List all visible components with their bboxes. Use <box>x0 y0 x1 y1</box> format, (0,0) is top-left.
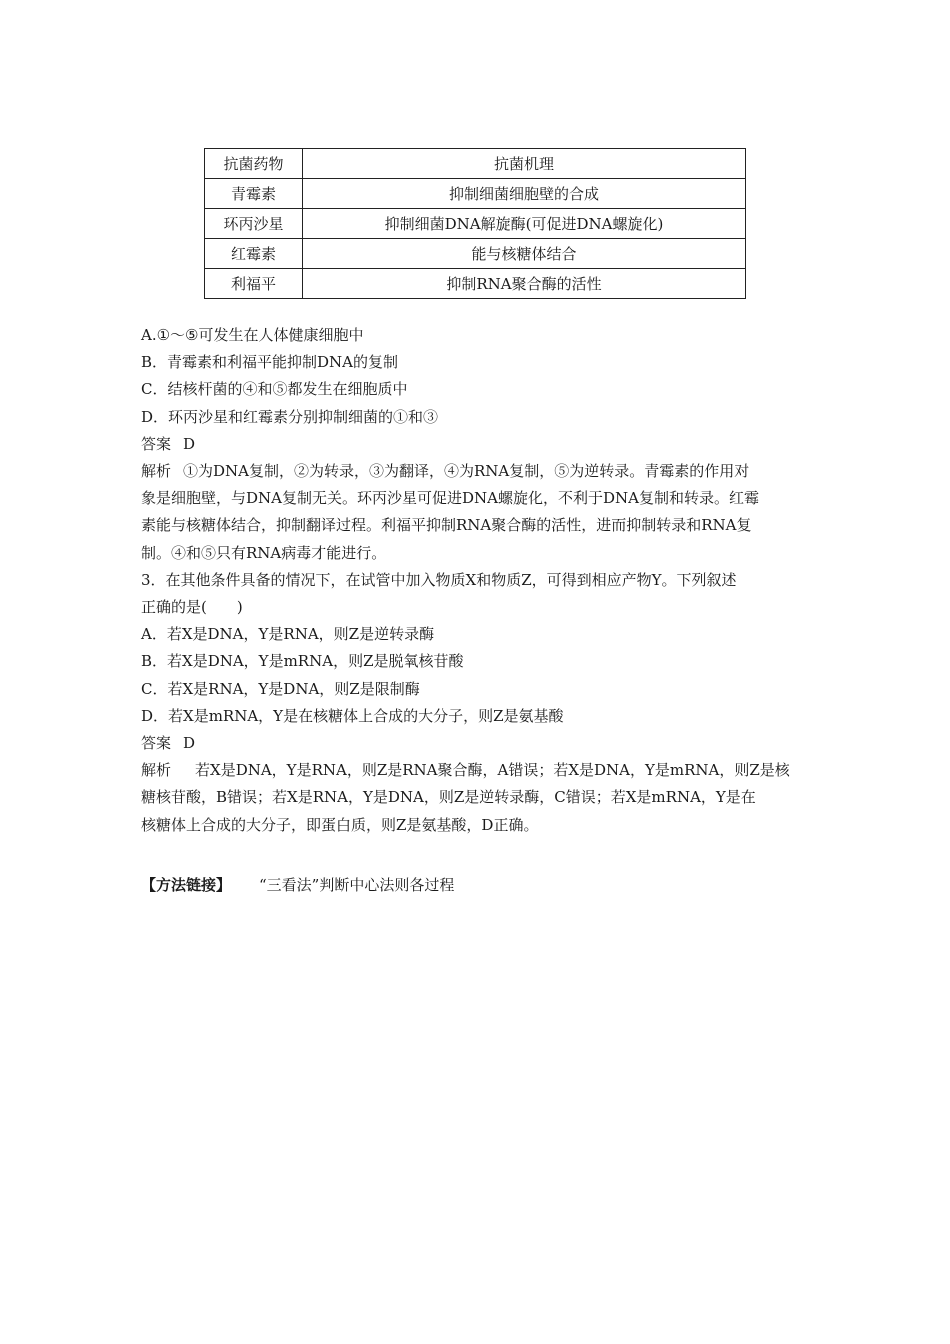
table-header-cell: 抗菌机理 <box>303 149 746 179</box>
answer-line <box>141 431 811 458</box>
table-row <box>205 269 746 299</box>
option-line: B．青霉素和利福平能抑制DNA的复制 <box>141 353 399 372</box>
analysis-line: 象是细胞壁，与DNA复制无关。环丙沙星可促进DNA螺旋化，不利于DNA复制和转录。红霉 <box>141 489 759 508</box>
antibiotic-table <box>204 148 746 299</box>
analysis-text: 若X是DNA，Y是RNA，则Z是RNA聚合酶，A错误；若X是DNA，Y是mRNA，则Z是核 <box>195 761 790 780</box>
answer-value: D <box>183 734 196 753</box>
method-title: “三看法”判断中心法则各过程 <box>259 876 455 894</box>
table-cell: 能与核糖体结合 <box>303 239 746 269</box>
option-line: C．若X是RNA，Y是DNA，则Z是限制酶 <box>141 679 420 698</box>
table-cell: 抑制细菌DNA解旋酶(可促进DNA螺旋化) <box>303 209 746 239</box>
answer-label: 答案 <box>141 734 172 753</box>
answer-line <box>141 730 811 757</box>
analysis-line <box>141 757 811 784</box>
table-row <box>205 179 746 209</box>
table-header-cell: 抗菌药物 <box>205 149 303 179</box>
analysis-label: 解析 <box>141 761 172 780</box>
table-row <box>205 239 746 269</box>
analysis-line: 糖核苷酸，B错误；若X是RNA，Y是DNA，则Z是逆转录酶，C错误；若X是mRNA，Y是在 <box>141 788 756 807</box>
table-cell: 利福平 <box>205 269 303 299</box>
method-tag: 【方法链接】 <box>141 876 232 894</box>
table-cell: 环丙沙星 <box>205 209 303 239</box>
table-row <box>205 209 746 239</box>
analysis-text: ①为DNA复制，②为转录，③为翻译，④为RNA复制，⑤为逆转录。青霉素的作用对 <box>183 462 750 481</box>
option-line: D．若X是mRNA，Y是在核糖体上合成的大分子，则Z是氨基酸 <box>141 706 564 725</box>
option-line: C．结核杆菌的④和⑤都发生在细胞质中 <box>141 380 408 399</box>
analysis-line: 素能与核糖体结合，抑制翻译过程。利福平抑制RNA聚合酶的活性，进而抑制转录和RNA复 <box>141 516 752 535</box>
option-line: A.①～⑤可发生在人体健康细胞中 <box>141 326 364 344</box>
option-line: B．若X是DNA，Y是mRNA，则Z是脱氧核苷酸 <box>141 652 464 671</box>
table-cell: 青霉素 <box>205 179 303 209</box>
table-cell: 抑制细菌细胞壁的合成 <box>303 179 746 209</box>
answer-value: D <box>183 434 196 453</box>
option-line: A．若X是DNA，Y是RNA，则Z是逆转录酶 <box>141 625 435 644</box>
analysis-line: 核糖体上合成的大分子，即蛋白质，则Z是氨基酸，D正确。 <box>141 815 539 834</box>
method-link-heading <box>141 873 454 897</box>
question-stem-line: 正确的是( ) <box>141 598 243 617</box>
option-line: D．环丙沙星和红霉素分别抑制细菌的①和③ <box>141 407 439 426</box>
analysis-line: 制。④和⑤只有RNA病毒才能进行。 <box>141 543 387 562</box>
table-cell: 抑制RNA聚合酶的活性 <box>303 269 746 299</box>
table-cell: 红霉素 <box>205 239 303 269</box>
question-text <box>141 322 811 839</box>
question-stem-line: 3．在其他条件具备的情况下，在试管中加入物质X和物质Z，可得到相应产物Y。下列叙述 <box>141 570 737 589</box>
table-header-row <box>205 149 746 179</box>
analysis-line <box>141 458 811 485</box>
analysis-label: 解析 <box>141 462 172 481</box>
answer-label: 答案 <box>141 434 172 453</box>
